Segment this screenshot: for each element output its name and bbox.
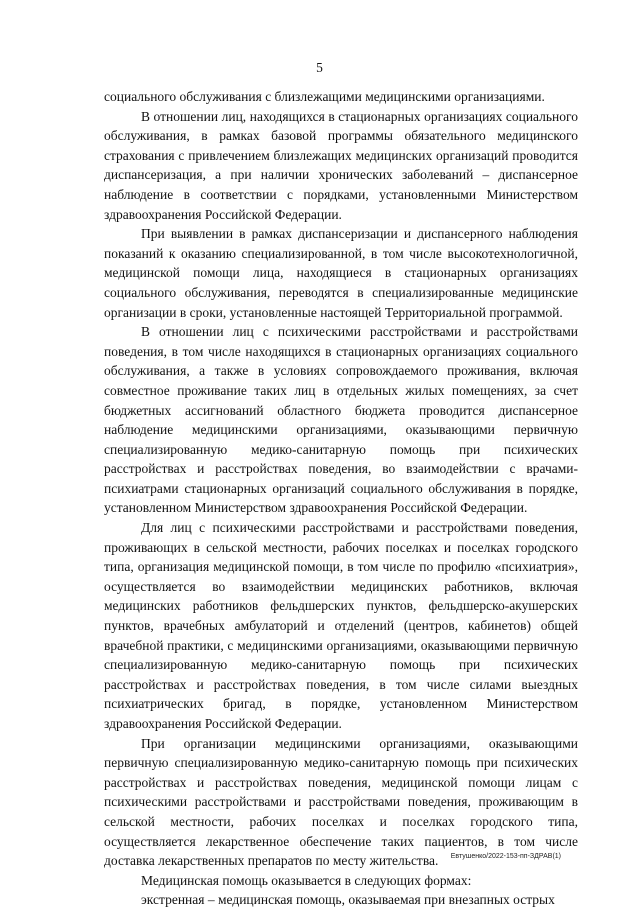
footer-document-code: Евтушенко/2022-153-пп-ЗДРАВ(1)	[450, 853, 561, 860]
paragraph-social-care-dispensary: В отношении лиц, находящихся в стационарных организациях социального обслуживания, в рамках базовой программы обязательного медицинского страхования с привлечением близлежащих медицинских организаций проводится диспансеризация, а при наличии хронических заболеваний – диспансерное наблюдение в соответствии с порядками, установленными Министерством здравоохранения Российской Федерации.	[104, 108, 578, 222]
paragraph-care-forms: Медицинская помощь оказывается в следующих формах:	[141, 872, 472, 888]
paragraph-drug-provision: При организации медицинскими организациями, оказывающими первичную специализированную медико-санитарную помощь при психических расстройствах и расстройствах поведения, медицинской помощи лицам с психическими расстройствами и расстройствами поведения, проживающим в сельской местности, рабочих поселках и поселках городского типа, осуществляется лекарственное обеспечение таких пациентов, в том числе доставка лекарственных препаратов по месту жительства.	[104, 735, 578, 869]
document-body	[104, 87, 578, 910]
paragraph-rural-psychiatry: Для лиц с психическими расстройствами и расстройствами поведения, проживающих в сельской местности, рабочих поселках и поселках городского типа, организация медицинской помощи, в том числе по профилю «психиатрия», осуществляется во взаимодействии медицинских работников, включая медицинских работников фельдшерских пунктов, фельдшерско-акушерских пунктов, врачебных амбулаторий и отделений (центров, кабинетов) общей врачебной практики, с медицинскими организациями, оказывающими первичную специализированную медико-санитарную помощь при психических расстройствах и расстройствах поведения, в том числе силами выездных психиатрических бригад, в порядке, установленном Министерством здравоохранения Российской Федерации.	[104, 520, 578, 731]
paragraph-emergency-care: экстренная – медицинская помощь, оказываемая при внезапных острых	[141, 892, 555, 908]
paragraph-continuation: социального обслуживания с близлежащими медицинскими организациями.	[104, 89, 545, 104]
page-number: 5	[316, 60, 323, 75]
paragraph-specialized-care-transfer: При выявлении в рамках диспансеризации и диспансерного наблюдения показаний к оказанию специализированной, в том числе высокотехнологичной, медицинской помощи лица, находящиеся в стационарных организациях социального обслуживания, переводятся в специализированные медицинские организации в сроки, установленные настоящей Территориальной программой.	[104, 226, 578, 320]
paragraph-mental-disorders-observation: В отношении лиц с психическими расстройствами и расстройствами поведения, в том числе находящихся в стационарных организациях социального обслуживания, а также в условиях сопровождаемого проживания, включая совместное проживание таких лиц в отдельных жилых помещениях, за счет бюджетных ассигнований областного бюджета проводится диспансерное наблюдение медицинскими организациями, оказывающими первичную специализированную медико-санитарную помощь при психических расстройствах и расстройствах поведения, во взаимодействии с врачами-психиатрами стационарных организаций социального обслуживания в порядке, установленном Министерством здравоохранения Российской Федерации.	[104, 324, 578, 516]
